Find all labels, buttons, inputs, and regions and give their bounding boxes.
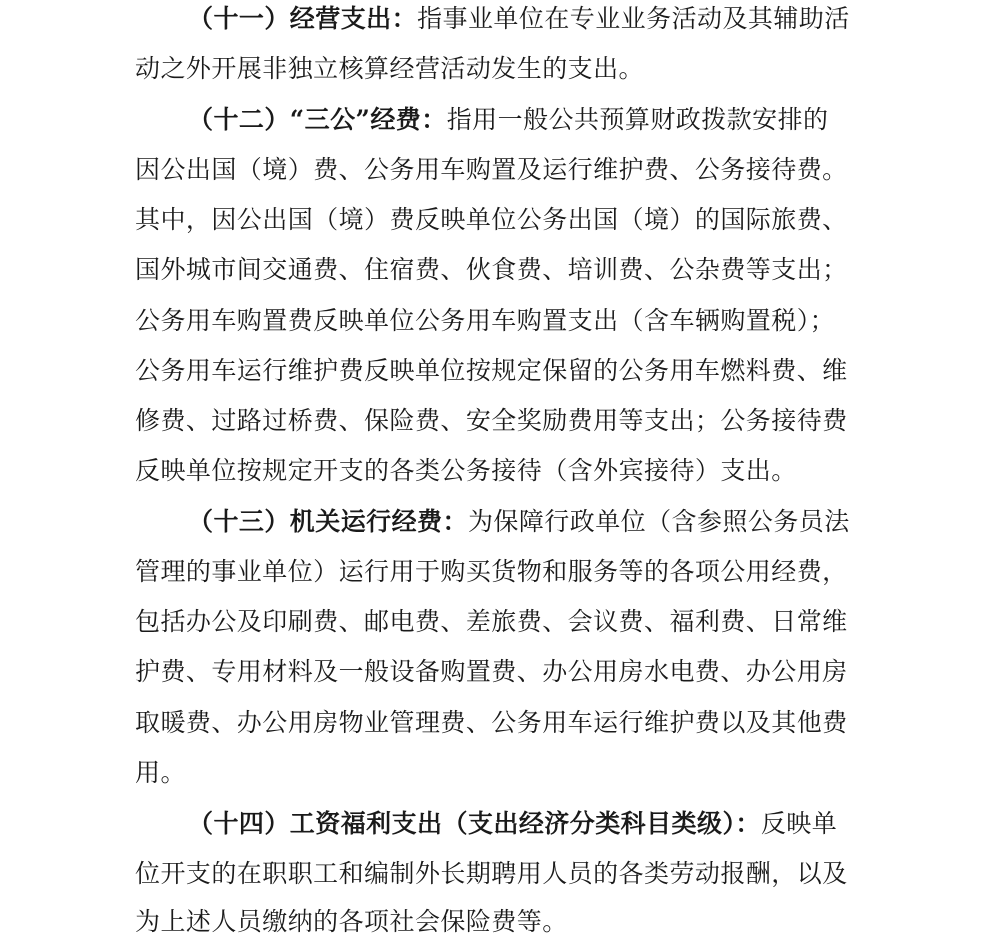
paragraph-11-term: （十一）经营支出： xyxy=(188,4,418,33)
paragraph-12-line-5: 公务用车购置费反映单位公务用车购置支出（含车辆购置税）； xyxy=(135,306,836,335)
paragraph-12-term: （十二）“三公”经费： xyxy=(188,105,447,134)
paragraph-12-line-7: 修费、过路过桥费、保险费、安全奖励费用等支出；公务接待费 xyxy=(135,406,848,435)
paragraph-14-term: （十四）工资福利支出（支出经济分类科目类级）： xyxy=(188,809,761,838)
paragraph-14-line-2: 位开支的在职职工和编制外长期聘用人员的各类劳动报酬，以及 xyxy=(135,859,848,888)
paragraph-12-line-8: 反映单位按规定开支的各类公务接待（含外宾接待）支出。 xyxy=(135,456,797,485)
paragraph-12-line-1 xyxy=(188,95,878,145)
paragraph-13-term: （十三）机关运行经费： xyxy=(188,507,468,536)
paragraph-13-line-4: 护费、专用材料及一般设备购置费、办公用房水电费、办公用房 xyxy=(135,657,848,686)
paragraph-14-line-3: 为上述人员缴纳的各项社会保险费等。 xyxy=(135,907,568,936)
paragraph-13-line-3: 包括办公及印刷费、邮电费、差旅费、会议费、福利费、日常维 xyxy=(135,607,848,636)
paragraph-12-line-3: 其中，因公出国（境）费反映单位公务出国（境）的国际旅费、 xyxy=(135,205,848,234)
paragraph-13-line-5: 取暖费、办公用房物业管理费、公务用车运行维护费以及其他费 xyxy=(135,708,848,737)
paragraph-13-line-2: 管理的事业单位）运行用于购买货物和服务等的各项公用经费， xyxy=(135,557,848,586)
paragraph-11-line-2: 动之外开展非独立核算经营活动发生的支出。 xyxy=(135,54,645,83)
paragraph-12-line-4: 国外城市间交通费、住宿费、伙食费、培训费、公杂费等支出； xyxy=(135,255,848,284)
paragraph-12-line-6: 公务用车运行维护费反映单位按规定保留的公务用车燃料费、维 xyxy=(135,356,848,385)
paragraph-14-line-1 xyxy=(188,799,878,849)
paragraph-13-line-6: 用。 xyxy=(135,758,186,787)
paragraph-12-line-2: 因公出国（境）费、公务用车购置及运行维护费、公务接待费。 xyxy=(135,155,848,184)
paragraph-13-line-1 xyxy=(188,497,878,547)
paragraph-12-text: 指用一般公共预算财政拨款安排的 xyxy=(446,105,829,134)
paragraph-13-text: 为保障行政单位（含参照公务员法 xyxy=(467,507,850,536)
paragraph-14-text: 反映单 xyxy=(760,809,838,838)
paragraph-11-text: 指事业单位在专业业务活动及其辅助活 xyxy=(417,4,850,33)
paragraph-11-line-1 xyxy=(188,0,878,44)
